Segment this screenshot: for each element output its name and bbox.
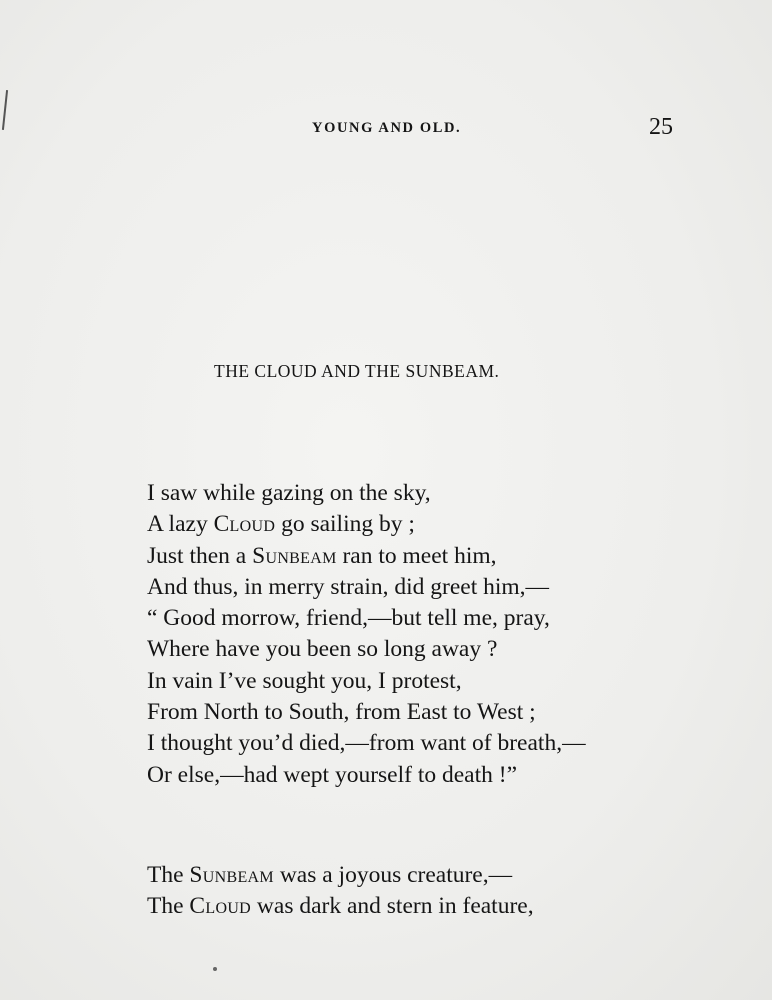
running-title: YOUNG AND OLD. bbox=[312, 120, 462, 136]
poem-line: Where have you been so long away ? bbox=[147, 636, 498, 663]
poem-line: From North to South, from East to West ; bbox=[147, 699, 536, 726]
ink-speck bbox=[213, 967, 217, 971]
small-caps-word: Cloud bbox=[213, 511, 276, 538]
poem-line: In vain I’ve sought you, I protest, bbox=[147, 667, 462, 694]
poem-line: And thus, in merry strain, did greet him,— bbox=[147, 573, 550, 600]
small-caps-word: Sunbeam bbox=[252, 542, 337, 569]
small-caps-word: Sunbeam bbox=[189, 862, 274, 888]
poem-line: The Cloud was dark and stern in feature, bbox=[147, 893, 534, 920]
binding-mark bbox=[2, 90, 8, 130]
poem-line: “ Good morrow, friend,—but tell me, pray, bbox=[147, 605, 550, 632]
stanza-1 bbox=[147, 478, 586, 791]
page-number: 25 bbox=[649, 114, 673, 140]
poem-line: I saw while gazing on the sky, bbox=[147, 480, 431, 506]
poem-line: Or else,—had wept yourself to death !” bbox=[147, 761, 517, 788]
stanza-2 bbox=[147, 860, 534, 923]
poem-line: The Sunbeam was a joyous creature,— bbox=[147, 862, 513, 888]
poem-line: I thought you’d died,—from want of breath,— bbox=[147, 730, 586, 757]
poem-line: Just then a Sunbeam ran to meet him, bbox=[147, 542, 497, 569]
small-caps-word: Cloud bbox=[189, 893, 252, 920]
poem-line: A lazy Cloud go sailing by ; bbox=[147, 511, 415, 538]
poem-title: THE CLOUD AND THE SUNBEAM. bbox=[214, 361, 500, 381]
